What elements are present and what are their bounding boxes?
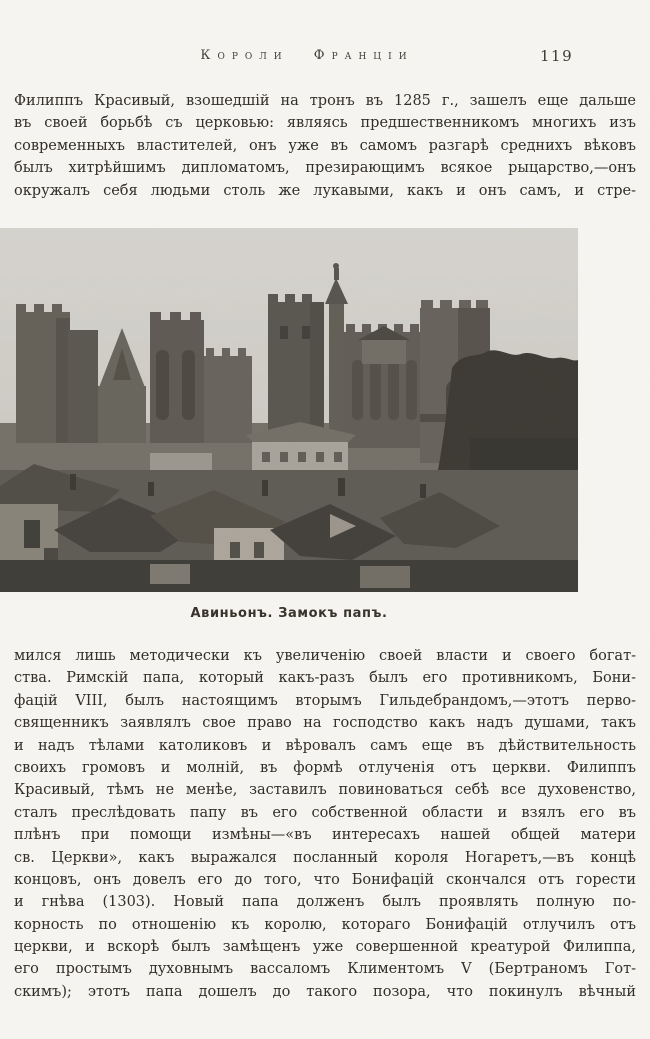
text-line: концовъ, онъ довелъ его до того, что Бонифацій скончался отъ горести bbox=[14, 871, 636, 888]
text-line: сталъ преслѣдовать папу въ его собственной области и взялъ его въ bbox=[14, 804, 636, 821]
text-line: современныхъ властителей, онъ уже въ самомъ разгарѣ среднихъ вѣковъ bbox=[14, 137, 636, 154]
running-head-title: Короли Франціи bbox=[200, 48, 414, 63]
text-line: и гнѣва (1303). Новый папа долженъ былъ проявлять полную по- bbox=[14, 894, 636, 911]
text-line: св. Церкви», какъ выражался посланный короля Ногаретъ,—въ концѣ bbox=[14, 849, 636, 866]
text-line: корность по отношенію къ королю, котораго Бонифацій отлучилъ отъ bbox=[14, 916, 636, 933]
text-line: фацій VIII, былъ настоящимъ вторымъ Гильдебрандомъ,—этотъ перво- bbox=[14, 692, 636, 709]
body-paragraph-2 bbox=[14, 645, 636, 1003]
avignon-photo bbox=[0, 228, 578, 592]
photo-caption: Авиньонъ. Замокъ папъ. bbox=[190, 606, 388, 621]
text-line: плѣнъ при помощи измѣны—«въ интересахъ нашей общей матери bbox=[14, 827, 636, 844]
text-line: въ своей борьбѣ съ церковью: являясь предшественникомъ многихъ изъ bbox=[14, 115, 636, 132]
text-line: его простымъ духовнымъ вассаломъ Климентомъ V (Бертраномъ Гот- bbox=[14, 961, 636, 978]
text-line: и надъ тѣлами католиковъ и вѣровалъ самъ еще въ дѣйствительность bbox=[14, 737, 636, 754]
text-line: церкви, и вскорѣ былъ замѣщенъ уже совершенной креатурой Филиппа, bbox=[14, 939, 636, 956]
text-line: окружалъ себя людьми столь же лукавыми, какъ и онъ самъ, и стре- bbox=[14, 182, 636, 199]
body-paragraph-1 bbox=[14, 90, 636, 202]
text-line: ства. Римскій папа, который какъ-разъ былъ его противникомъ, Бони- bbox=[14, 670, 636, 687]
text-line: былъ хитрѣйшимъ дипломатомъ, презирающимъ всякое рыцарство,—онъ bbox=[14, 160, 636, 177]
text-line: скимъ); этотъ папа дошелъ до такого позора, что покинулъ вѣчный bbox=[14, 983, 636, 1000]
text-line: своихъ громовъ и молній, въ формѣ отлученія отъ церкви. Филиппъ bbox=[14, 759, 636, 776]
text-line: мился лишь методически къ увеличенію своей власти и своего богат- bbox=[14, 648, 636, 664]
text-line: священникъ заявлялъ свое право на господство какъ надъ душами, такъ bbox=[14, 715, 636, 732]
page-number: 119 bbox=[540, 47, 574, 65]
text-line: Красивый, тѣмъ не менѣе, заставилъ повиноваться себѣ все духовенство, bbox=[14, 782, 636, 799]
photo-grain bbox=[0, 228, 578, 592]
text-line: Филиппъ Красивый, взошедшій на тронъ въ 1285 г., зашелъ еще дальше bbox=[14, 93, 636, 109]
